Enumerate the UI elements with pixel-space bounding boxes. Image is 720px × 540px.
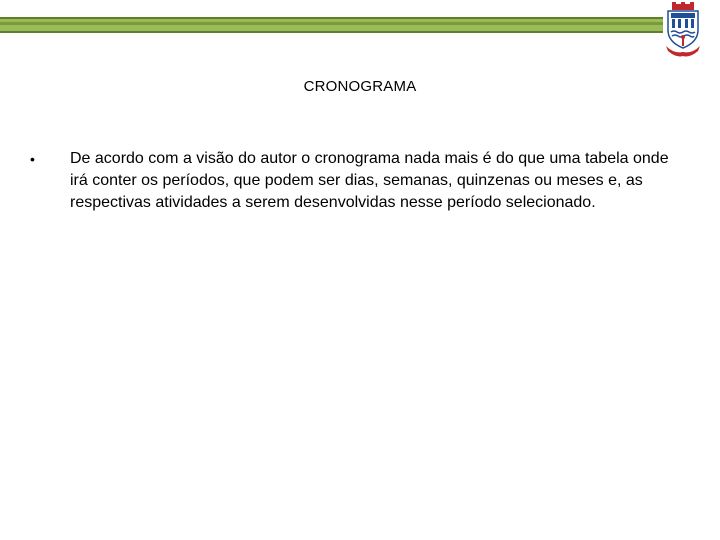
header-accent-line (0, 22, 663, 25)
bullet-list (30, 148, 670, 214)
slide-title: CRONOGRAMA (303, 78, 417, 95)
bullet-text: De acordo com a visão do autor o cronograma nada mais é do que uma tabela onde irá conter os períodos, que podem ser dias, semanas, quinzenas ou meses e, as respectivas atividades a serem desenvolvidas nesse período selecionado. (70, 150, 669, 211)
header-accent-bar (0, 17, 663, 33)
university-crest-icon (664, 2, 702, 58)
bullet-item (30, 148, 670, 214)
bullet-marker: • (30, 151, 35, 167)
